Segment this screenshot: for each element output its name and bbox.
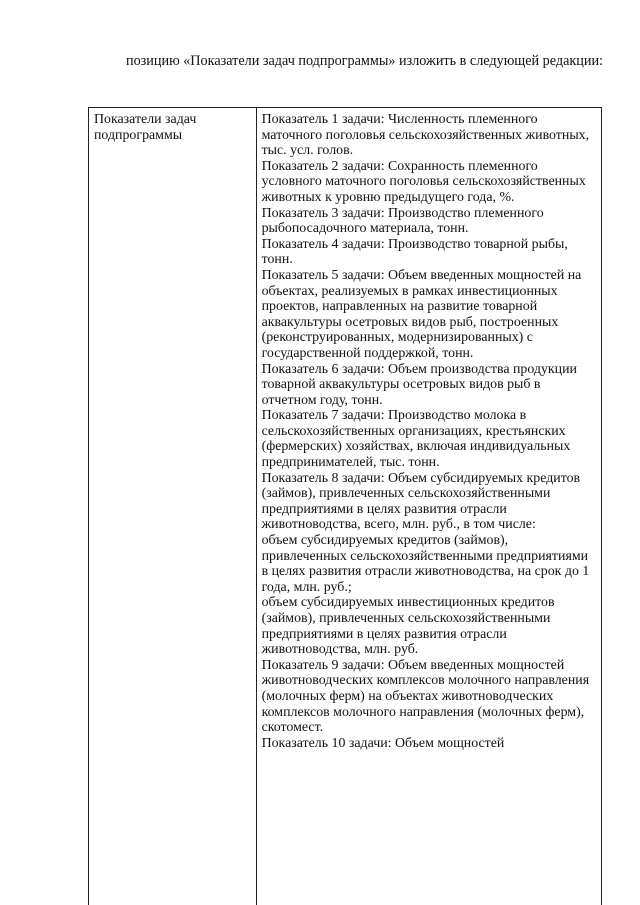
indicator-10: Показатель 10 задачи: Объем мощностей xyxy=(261,735,505,751)
indicator-6: Показатель 6 задачи: Объем производства продукции товарной аквакультуры осетровых видов рыб в отчетном году, тонн. xyxy=(261,361,577,408)
indicator-4: Показатель 4 задачи: Производство товарной рыбы, тонн. xyxy=(261,236,568,268)
indicator-7: Показатель 7 задачи: Производство молока в сельскохозяйственных организациях, крестьянских (фермерских) хозяйствах, включая индивидуальных предпринимателей, тыс. тонн. xyxy=(261,408,571,471)
row-label-cell xyxy=(89,108,257,905)
indicator-8-short-term: объем субсидируемых кредитов (займов), привлеченных сельскохозяйственными предприятиями в целях развития отрасли животноводства, на срок до 1 года, млн. руб.; xyxy=(261,533,590,595)
indicator-1: Показатель 1 задачи: Численность племенного маточного поголовья сельскохозяйственных животных, тыс. усл. голов. xyxy=(261,112,590,159)
indicator-8: Показатель 8 задачи: Объем субсидируемых кредитов (займов), привлеченных сельскохозяйственными предприятиями в целях развития отрасли животноводства, всего, млн. руб., в том числе: xyxy=(261,470,581,533)
indicator-2: Показатель 2 задачи: Сохранность племенного условного маточного поголовья сельскохозяйственных животных к уровню предыдущего года, %. xyxy=(261,158,586,205)
row-label: Показатели задач подпрограммы xyxy=(94,112,197,143)
indicator-5: Показатель 5 задачи: Объем введенных мощностей на объектах, реализуемых в рамках инвестиционных проектов, направленных на развитие товарной аквакультуры осетровых видов рыб, построенных (реконструированных, модернизированных) с государственной поддержкой, тонн. xyxy=(261,267,582,361)
table-row xyxy=(89,108,602,905)
indicator-9: Показатель 9 задачи: Объем введенных мощностей животноводческих комплексов молочного направления (молочных ферм) на объектах животноводческих комплексов молочного направления (молочных ферм), скотомест. xyxy=(261,657,590,736)
indicator-8-investment: объем субсидируемых инвестиционных кредитов (займов), привлеченных сельскохозяйственными предприятиями в целях развития отрасли животноводства, млн. руб. xyxy=(261,595,555,658)
indicator-3: Показатель 3 задачи: Производство племенного рыбопосадочного материала, тонн. xyxy=(261,205,544,237)
indicators-table xyxy=(88,107,602,905)
intro-paragraph: позицию «Показатели задач подпрограммы» изложить в следующей редакции: xyxy=(126,53,603,69)
indicators-cell xyxy=(256,108,601,905)
